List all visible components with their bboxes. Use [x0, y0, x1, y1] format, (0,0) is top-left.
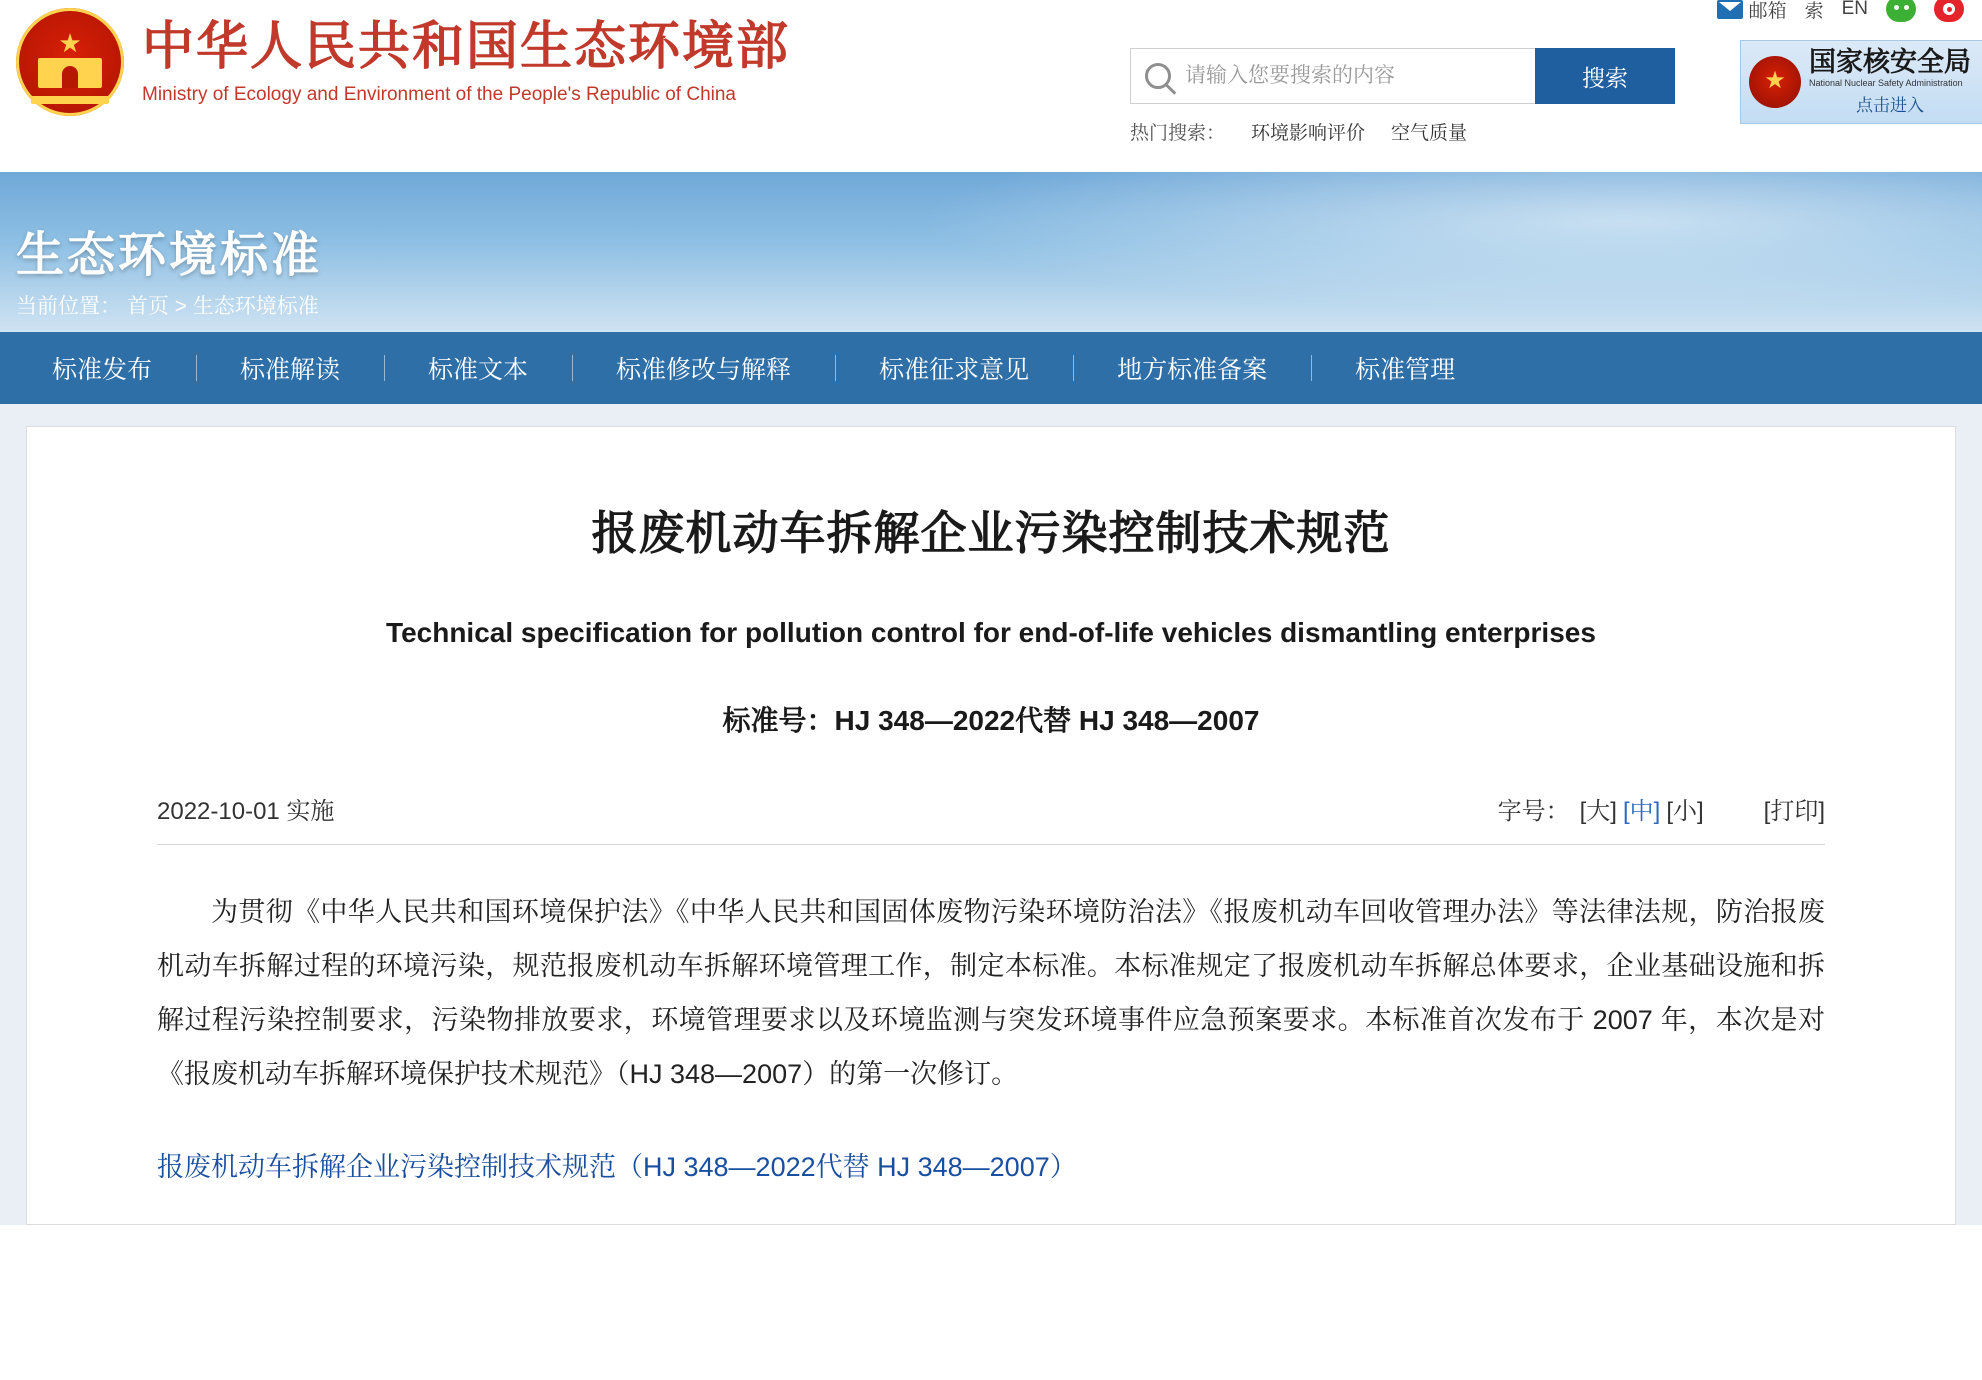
emblem-base-icon	[31, 96, 109, 104]
search-box	[1130, 48, 1675, 104]
nav-item-standard-interpretation[interactable]: 标准解读	[196, 350, 384, 386]
page-body	[0, 404, 1982, 1225]
font-size-tools	[1498, 791, 1825, 826]
nav-item-local-standard-filing[interactable]: 地方标准备案	[1073, 350, 1311, 386]
font-size-large[interactable]: [大]	[1579, 798, 1617, 825]
nav-item-standard-management[interactable]: 标准管理	[1311, 350, 1499, 386]
breadcrumb-item-home[interactable]: 首页	[126, 295, 169, 318]
page-banner	[0, 172, 1982, 332]
emblem-gate-icon	[38, 58, 102, 88]
weibo-icon[interactable]	[1934, 0, 1964, 22]
nav-item-standard-text[interactable]: 标准文本	[384, 350, 572, 386]
font-size-medium[interactable]: [中]	[1622, 798, 1661, 825]
document-standard-number: 标准号：HJ 348—2022代替 HJ 348—2007	[722, 705, 1260, 736]
search-input[interactable]	[1183, 63, 1535, 89]
search-button[interactable]: 搜索	[1535, 48, 1675, 104]
document-title-cn: 报废机动车拆解企业污染控制技术规范	[591, 507, 1391, 559]
nuclear-badge-title-cn: 国家核安全局	[1809, 47, 1971, 78]
site-map-label: 索	[1804, 0, 1824, 22]
search-icon	[1145, 63, 1171, 89]
mail-label: 邮箱	[1748, 0, 1787, 22]
document-card	[26, 426, 1956, 1225]
nav-item-standard-release[interactable]: 标准发布	[52, 356, 153, 384]
nav-item-standard-comments[interactable]: 标准征求意见	[835, 350, 1073, 386]
section-nav	[0, 332, 1982, 404]
font-size-small[interactable]: [小]	[1666, 798, 1704, 825]
breadcrumb-separator: >	[174, 295, 187, 318]
page-title: 生态环境标准	[16, 229, 323, 282]
site-map-link[interactable]	[1805, 0, 1824, 23]
hot-keyword-1[interactable]: 空气质量	[1391, 123, 1468, 144]
search-area	[1130, 48, 1690, 145]
nuclear-emblem-icon	[1749, 56, 1801, 108]
wechat-icon[interactable]	[1886, 0, 1916, 22]
nav-item-standard-amendment[interactable]: 标准修改与解释	[572, 350, 835, 386]
font-size-label: 字号：	[1497, 798, 1570, 825]
hot-keyword-0[interactable]: 环境影响评价	[1251, 123, 1366, 144]
attachment-link[interactable]: 报废机动车拆解企业污染控制技术规范（HJ 348—2022代替 HJ 348—2007）	[157, 1152, 1077, 1182]
site-logo[interactable]	[16, 8, 790, 116]
site-title-en: Ministry of Ecology and Environment of the People's Republic of China	[142, 83, 737, 105]
hot-search-row	[1130, 118, 1690, 145]
document-title-en: Technical specification for pollution control for end-of-life vehicles dismantling enterprises	[386, 617, 1596, 648]
top-utility-bar	[1717, 0, 1964, 26]
language-switch[interactable]	[1842, 0, 1868, 20]
national-emblem-icon	[16, 8, 124, 116]
document-paragraph: 为贯彻《中华人民共和国环境保护法》《中华人民共和国固体废物污染环境防治法》《报废机动车回收管理办法》等法律法规，防治报废机动车拆解过程的环境污染，规范报废机动车拆解环境管理工作，制定本标准。本标准规定了报废机动车拆解总体要求，企业基础设施和拆解过程污染控制要求，污染物排放要求，环境管理要求以及环境监测与突发环境事件应急预案要求。本标准首次发布于 2007 年，本次是对《报废机动车拆解环境保护技术规范》（HJ 348—2007）的第一次修订。	[157, 897, 1825, 1089]
nuclear-safety-badge[interactable]	[1740, 40, 1982, 124]
emblem-star-icon: ★	[58, 28, 82, 58]
site-header	[0, 0, 1982, 172]
document-meta-row	[157, 791, 1825, 845]
search-field[interactable]	[1130, 48, 1535, 104]
nuclear-badge-title-en: National Nuclear Safety Administration	[1809, 77, 1963, 88]
site-title-cn: 中华人民共和国生态环境部	[142, 18, 791, 77]
language-label: EN	[1841, 0, 1868, 19]
implementation-date: 2022-10-01 实施	[157, 798, 335, 825]
mail-link[interactable]	[1717, 0, 1787, 23]
breadcrumb-item-current[interactable]: 生态环境标准	[192, 295, 319, 318]
mail-icon	[1717, 0, 1743, 19]
nuclear-badge-enter-label[interactable]: 点击进入	[1856, 95, 1924, 115]
print-button[interactable]: [打印]	[1763, 798, 1825, 825]
hot-search-label: 热门搜索：	[1130, 123, 1226, 144]
breadcrumb-label: 当前位置：	[16, 295, 121, 318]
breadcrumb	[16, 290, 319, 320]
